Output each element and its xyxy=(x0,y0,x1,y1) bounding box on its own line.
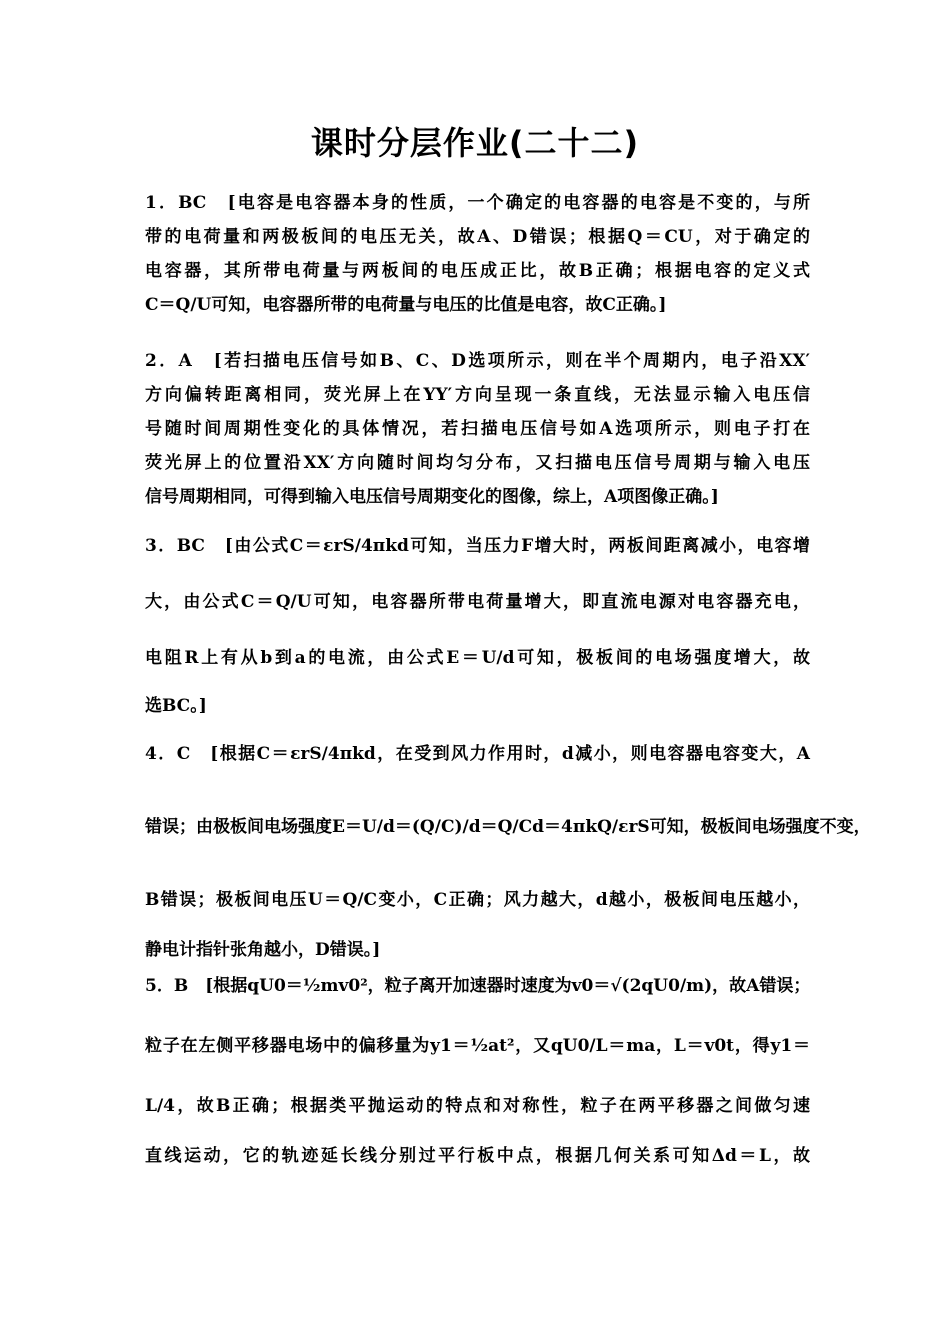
answer-5-line-3: L/4，故B正确；根据类平抛运动的特点和对称性，粒子在两平移器之间做匀速 xyxy=(145,1096,810,1116)
answer-1-line-1: 1．BC [电容是电容器本身的性质，一个确定的电容器的电容是不变的，与所 xyxy=(145,193,810,213)
answer-4-line-2: 错误；由极板间电场强度E＝U/d＝(Q/C)/d＝Q/Cd＝4πkQ/εrS可知，极板间电场强度不变， xyxy=(145,817,871,837)
page-title: 课时分层作业(二十二) xyxy=(310,124,640,162)
answer-5-line-1: 5．B [根据qU0＝½mv0²，粒子离开加速器时速度为v0＝√(2qU0/m)，故A错误； xyxy=(145,976,811,996)
answer-3-line-1: 3．BC [由公式C＝εrS/4πkd可知，当压力F增大时，两板间距离减小，电容增 xyxy=(145,536,810,556)
answer-4-line-4: 静电计指针张角越小，D错误。] xyxy=(145,940,381,960)
answer-2-line-1: 2．A [若扫描电压信号如B、C、D选项所示，则在半个周期内，电子沿XX′ xyxy=(145,351,810,371)
answer-3 xyxy=(145,518,810,726)
answer-2-line-3: 号随时间周期性变化的具体情况，若扫描电压信号如A选项所示，则电子打在 xyxy=(145,419,810,439)
answer-4-line-3: B错误；极板间电压U＝Q/C变小，C正确；风力越大，d越小，极板间电压越小， xyxy=(145,890,810,910)
answer-3-line-3: 电阻R上有从b到a的电流，由公式E＝U/d可知，极板间的电场强度增大，故 xyxy=(145,648,810,668)
answer-1-line-4: C＝Q/U可知，电容器所带的电荷量与电压的比值是电容，故C正确。] xyxy=(145,295,667,315)
answer-2-line-2: 方向偏转距离相同，荧光屏上在YY′方向呈现一条直线，无法显示输入电压信 xyxy=(145,385,810,405)
answer-4 xyxy=(145,726,871,972)
answer-1-line-3: 电容器，其所带电荷量与两板间的电压成正比，故B正确；根据电容的定义式 xyxy=(145,261,810,281)
answer-5-line-4: 直线运动，它的轨迹延长线分别过平行板中点，根据几何关系可知Δd＝L，故 xyxy=(145,1146,810,1166)
answer-5 xyxy=(145,958,810,1178)
answer-2-line-5: 信号周期相同，可得到输入电压信号周期变化的图像，综上，A项图像正确。] xyxy=(145,487,719,507)
answer-2-line-4: 荧光屏上的位置沿XX′方向随时间均匀分布，又扫描电压信号周期与输入电压 xyxy=(145,453,810,473)
answer-2 xyxy=(145,344,810,514)
answer-3-line-2: 大，由公式C＝Q/U可知，电容器所带电荷量增大，即直流电源对电容器充电， xyxy=(145,592,810,612)
answer-4-line-1: 4．C [根据C＝εrS/4πkd，在受到风力作用时，d减小，则电容器电容变大，A xyxy=(145,744,810,764)
answer-1-line-2: 带的电荷量和两极板间的电压无关，故A、D错误；根据Q＝CU，对于确定的 xyxy=(145,227,810,247)
answer-3-line-4: 选BC。] xyxy=(145,696,207,716)
answer-1 xyxy=(145,186,810,322)
answer-5-line-2: 粒子在左侧平移器电场中的偏移量为y1＝½at²，又qU0/L＝ma，L＝v0t，得y1＝ xyxy=(145,1036,810,1056)
